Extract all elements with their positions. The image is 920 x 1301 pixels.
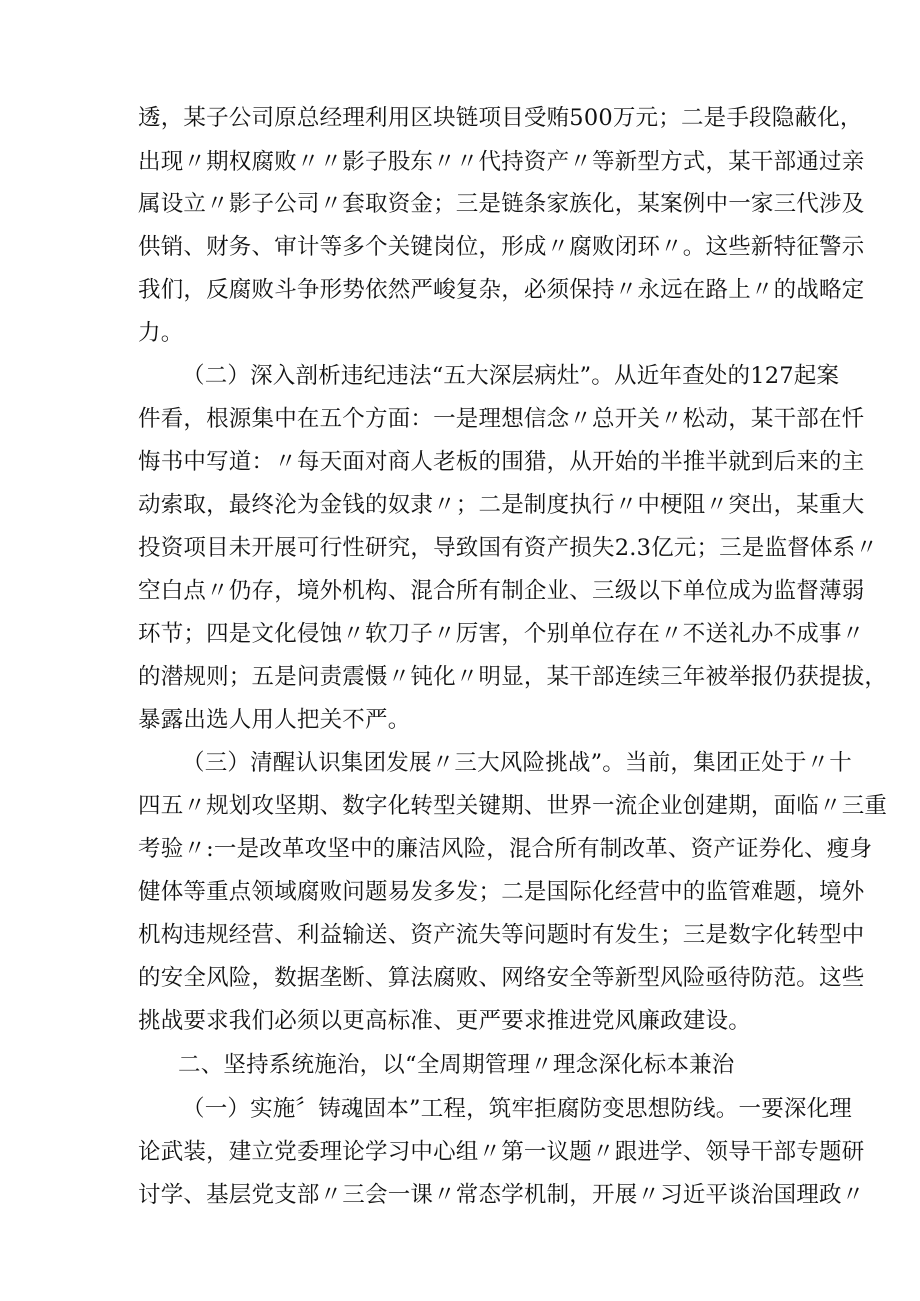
text-line: 透，某子公司原总经理利用区块链项目受贿500万元；二是手段隐蔽化， — [138, 105, 863, 131]
text-line: 属设立〃影子公司〃套取资金；三是链条家族化，某案例中一家三代涉及 — [138, 191, 865, 217]
text-line: 力。 — [138, 320, 184, 346]
text-line: 我们，反腐败斗争形势依然严峻复杂，必须保持〃永远在路上〃的战略定 — [138, 277, 865, 303]
text-line: 动索取，最终沦为金钱的奴隶〃；二是制度执行〃中梗阻〃突出，某重大 — [138, 492, 865, 518]
text-line: 悔书中写道：〃每天面对商人老板的围猎，从开始的半推半就到后来的主 — [138, 449, 865, 475]
section-heading-line: （一）实施〞铸魂固本”工程，筑牢拒腐防变思想防线。一要深化理 — [182, 1096, 853, 1122]
text-line: 出现〃期权腐败〃〃影子股东〃〃代持资产〃等新型方式，某干部通过亲 — [138, 149, 865, 175]
text-line: 的潜规则；五是问责震慑〃钝化〃明显，某干部连续三年被举报仍获提拔， — [138, 664, 888, 690]
text-line: 暴露出选人用人把关不严。 — [138, 707, 411, 733]
section-heading-line: （二）深入剖析违纪违法“五大深层病灶”。从近年查处的127起案 — [182, 363, 840, 389]
text-line: 考验〃:一是改革攻坚中的廉洁风险，混合所有制改革、资产证券化、瘦身 — [138, 836, 873, 862]
text-line: 的安全风险，数据垄断、算法腐败、网络安全等新型风险亟待防范。这些 — [138, 965, 865, 991]
text-line: 件看，根源集中在五个方面：一是理想信念〃总开关〃松动，某干部在忏 — [138, 406, 865, 432]
text-line: 投资项目未开展可行性研究，导致国有资产损失2.3亿元；三是监督体系〃 — [138, 535, 879, 561]
text-line: 四五〃规划攻坚期、数字化转型关键期、世界一流企业创建期，面临〃三重 — [138, 793, 888, 819]
chapter-heading: 二、坚持系统施治，以“全周期管理〃理念深化标本兼治 — [178, 1052, 735, 1078]
text-line: 挑战要求我们必须以更高标准、更严要求推进党风廉政建设。 — [138, 1008, 751, 1034]
text-line: 论武装，建立党委理论学习中心组〃第一议题〃跟进学、领导干部专题研 — [138, 1139, 865, 1165]
text-line: 空白点〃仍存，境外机构、混合所有制企业、三级以下单位成为监督薄弱 — [138, 578, 865, 604]
text-line: 讨学、基层党支部〃三会一课〃常态学机制，开展〃习近平谈治国理政〃 — [138, 1182, 865, 1208]
section-heading-line: （三）清醒认识集团发展〃三大风险挑战”。当前，集团正处于〃十 — [182, 750, 853, 776]
text-line: 环节；四是文化侵蚀〃软刀子〃厉害，个别单位存在〃不送礼办不成事〃 — [138, 621, 865, 647]
text-line: 供销、财务、审计等多个关键岗位，形成〃腐败闭环〃。这些新特征警示 — [138, 234, 865, 260]
text-line: 机构违规经营、利益输送、资产流失等问题时有发生；三是数字化转型中 — [138, 922, 865, 948]
text-line: 健体等重点领域腐败问题易发多发；二是国际化经营中的监管难题，境外 — [138, 879, 865, 905]
